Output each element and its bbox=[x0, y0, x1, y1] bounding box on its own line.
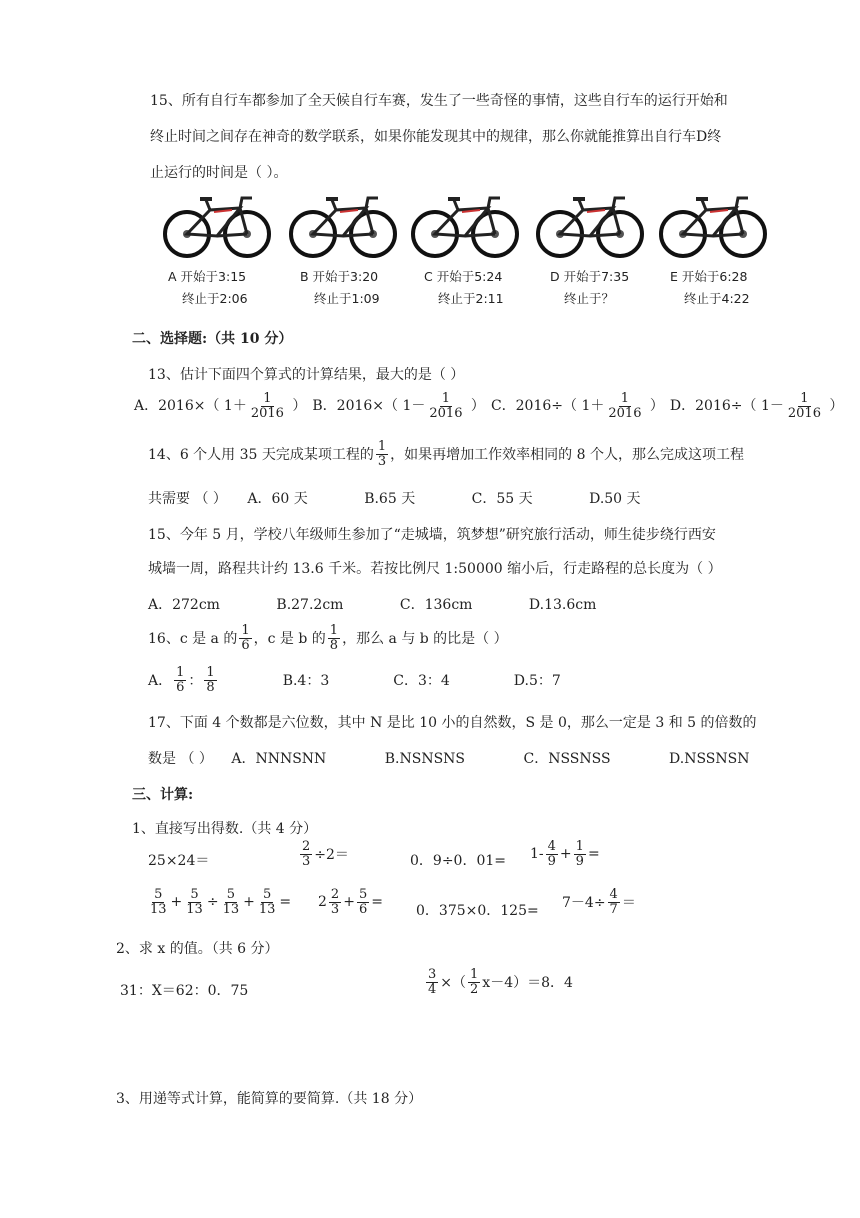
q15-line1: 15、今年 5 月，学校八年级师生参加了“走城墙，筑梦想”研究旅行活动，师生徒步绕行西安 bbox=[148, 527, 716, 543]
q15-bike-line2: 终止时间之间存在神奇的数学联系，如果你能发现其中的规律，那么你就能推算出自行车D终 bbox=[150, 129, 722, 145]
bicycle-image-e bbox=[658, 190, 768, 260]
q16-option-d: D.5：7 bbox=[513, 673, 561, 690]
q17-option-d: D.NSSNSN bbox=[669, 751, 750, 767]
bike-d-start: D 开始于7:35 bbox=[550, 269, 630, 284]
q13-option-c: C．2016÷（ 1＋ $\frac{1}{2016}$ ） bbox=[490, 391, 664, 421]
calc-r2c1: $\frac{5}{13}$ + $\frac{5}{13}$ ÷ $\frac{5}{13}$ + $\frac{5}{13}$ = bbox=[150, 887, 292, 917]
q16-line1: 16、c 是 a 的 $\frac{1}{6}$ ，c 是 b 的 $\frac{1}{8}$ ，那么 a 与 b 的比是（ ） bbox=[148, 623, 508, 653]
q14-line1: 14、6 个人用 35 天完成某项工程的 $\frac{1}{3}$ ，如果再增加工作效率相同的 8 个人，那么完成这项工程 bbox=[148, 439, 744, 469]
q17-line1: 17、下面 4 个数都是六位数，其中 N 是比 10 小的自然数，S 是 0，那么一定是 3 和 5 的倍数的 bbox=[148, 715, 757, 731]
bicycle-image-d bbox=[535, 190, 645, 260]
q13-options bbox=[134, 392, 843, 420]
q17-line2: 数是 （ ） A．NNNSNN B.NSNSNS C．NSSNSS D.NSSNSN bbox=[148, 751, 750, 767]
bike-d-caption bbox=[550, 266, 629, 310]
q14-option-a: A．60 天 bbox=[247, 491, 308, 507]
calc-r1c2: $\frac{2}{3}$ ÷2＝ bbox=[302, 839, 349, 869]
bike-a-end: 终止于2:06 bbox=[182, 291, 248, 306]
q14-option-c: C．55 天 bbox=[471, 491, 533, 507]
bicycle-image-b bbox=[288, 190, 398, 260]
q15-option-a: A．272cm bbox=[148, 597, 220, 613]
section2-title: 二、选择题:（共 10 分） bbox=[132, 331, 293, 347]
calc-r2c3: 0．375×0．125= bbox=[416, 903, 539, 919]
calc-r1c3: 0．9÷0．01= bbox=[410, 853, 506, 869]
q16-option-a: A． $\frac{1}{6}$ ： $\frac{1}{8}$ bbox=[148, 665, 215, 695]
calc-r2c4: 7－4÷ $\frac{4}{7}$ ＝ bbox=[562, 887, 636, 917]
q15-bike-line3: 止运行的时间是（ ）。 bbox=[150, 165, 288, 181]
q16-options bbox=[148, 666, 561, 694]
bike-c-end: 终止于2:11 bbox=[438, 291, 504, 306]
part3-title: 3、用递等式计算，能简算的要简算.（共 18 分） bbox=[116, 1091, 423, 1107]
bike-d-end: 终止于？ bbox=[564, 291, 615, 306]
equation-1: 31：X＝62：0．75 bbox=[120, 983, 249, 999]
q13-option-d: D．2016÷（ 1－ $\frac{1}{2016}$ ） bbox=[669, 391, 844, 421]
calc-r1c1: 25×24＝ bbox=[148, 853, 210, 869]
bike-a-start: A 开始于3:15 bbox=[168, 269, 247, 284]
q15-option-b: B.27.2cm bbox=[276, 597, 344, 613]
bicycle-image-c bbox=[410, 190, 520, 260]
q17-option-b: B.NSNSNS bbox=[384, 751, 466, 767]
bike-b-caption bbox=[300, 266, 380, 310]
bike-e-caption bbox=[670, 266, 750, 310]
bike-e-start: E 开始于6:28 bbox=[670, 269, 748, 284]
part1-title: 1、直接写出得数.（共 4 分） bbox=[132, 821, 318, 837]
bike-b-start: B 开始于3:20 bbox=[300, 269, 379, 284]
bike-c-start: C 开始于5:24 bbox=[424, 269, 503, 284]
bicycle-image-a bbox=[162, 190, 272, 260]
q13-text: 13、估计下面四个算式的计算结果，最大的是（ ） bbox=[148, 367, 465, 383]
q14-option-d: D.50 天 bbox=[589, 491, 641, 507]
calc-r2c2: 2 $\frac{2}{3}$ + $\frac{5}{6}$ = bbox=[318, 887, 383, 917]
q15-option-c: C．136cm bbox=[399, 597, 473, 613]
q16-option-b: B.4：3 bbox=[282, 673, 330, 690]
q13-option-b: B．2016×（ 1－ $\frac{1}{2016}$ ） bbox=[312, 391, 485, 421]
q13-option-a: A．2016×（ 1＋ $\frac{1}{2016}$ ） bbox=[134, 391, 307, 421]
q14-line2: 共需要 （ ） A．60 天 B.65 天 C．55 天 D.50 天 bbox=[148, 491, 641, 507]
q14-option-b: B.65 天 bbox=[364, 491, 416, 507]
section3-title: 三、计算: bbox=[132, 787, 194, 803]
equation-2: $\frac{3}{4}$ ×（ $\frac{1}{2}$ x－4）＝8．4 bbox=[428, 967, 573, 997]
q16-option-c: C．3：4 bbox=[393, 673, 450, 690]
q17-option-c: C．NSSNSS bbox=[523, 751, 611, 767]
bike-b-end: 终止于1:09 bbox=[314, 291, 380, 306]
q15-line2: 城墙一周，路程共计约 13.6 千米。若按比例尺 1:50000 缩小后，行走路程的总长度为（ ） bbox=[148, 561, 722, 577]
bike-e-end: 终止于4:22 bbox=[684, 291, 750, 306]
calc-r1c4: 1- $\frac{4}{9}$ + $\frac{1}{9}$ = bbox=[530, 839, 600, 869]
part2-title: 2、求 x 的值。（共 6 分） bbox=[116, 941, 279, 957]
q17-option-a: A．NNNSNN bbox=[231, 751, 327, 767]
bike-a-caption bbox=[168, 266, 248, 310]
bike-c-caption bbox=[424, 266, 504, 310]
q15-bike-line1: 15、所有自行车都参加了全天候自行车赛，发生了一些奇怪的事情，这些自行车的运行开始和 bbox=[150, 93, 728, 109]
q15-options bbox=[148, 594, 596, 614]
q15-option-d: D.13.6cm bbox=[528, 597, 597, 613]
